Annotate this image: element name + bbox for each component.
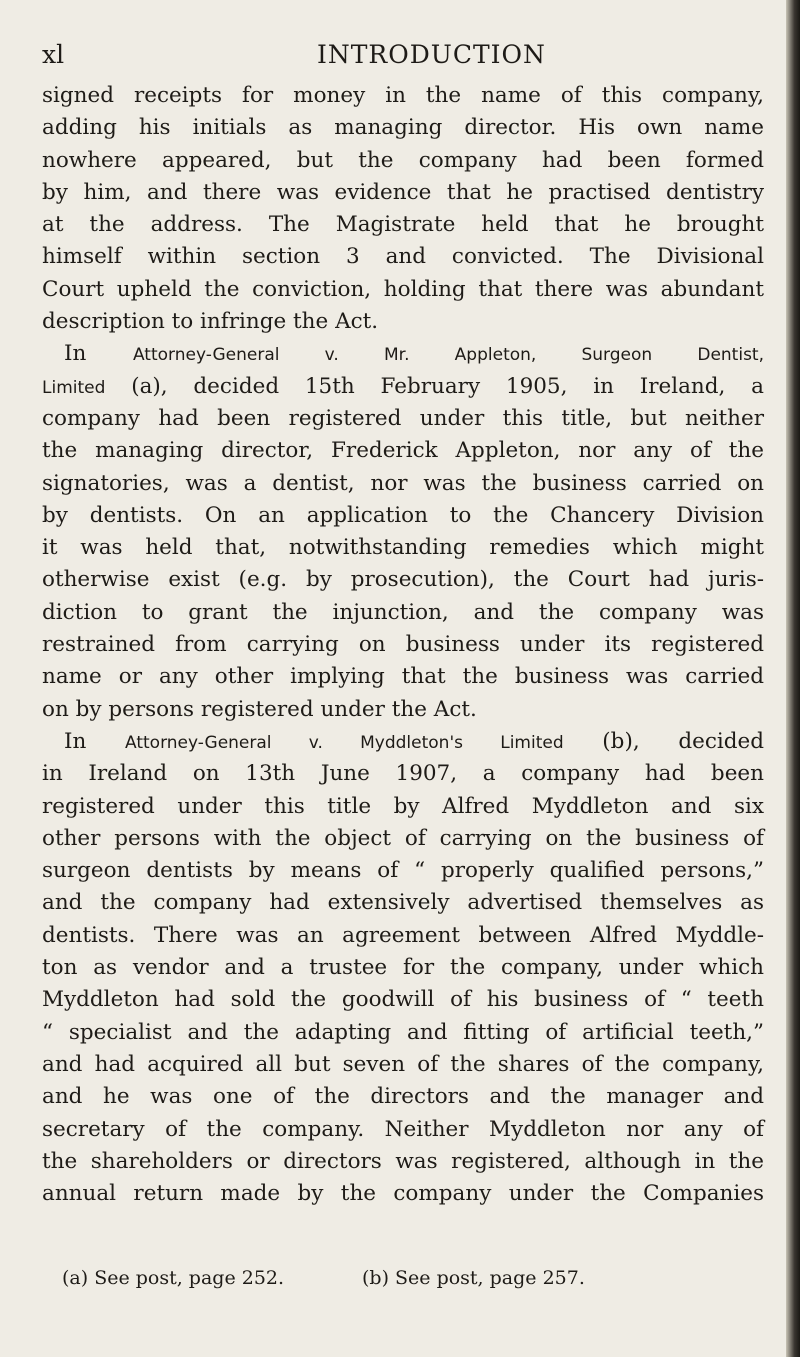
case-name: Attorney-General v. Mr. Appleton, Surgeon Dentist, [132,345,764,366]
text-line: it was held that, notwithstanding remedies which might [42,535,764,561]
text-line: himself within section 3 and convicted. The Divisional [42,244,764,270]
text-line: company had been registered under this title, but neither [42,405,764,431]
text-line: other persons with the object of carrying on the business of [42,825,764,851]
text-line: annual return made by the company under the Companies [42,1181,764,1207]
text-line: surgeon dentists by means of “ properly qualified persons,” [42,858,764,884]
body-text [42,80,764,1210]
text-line: by dentists. On an application to the Chancery Division [42,502,764,528]
text-segment: In [64,728,87,754]
text-line: at the address. The Magistrate held that he brought [42,212,764,238]
case-name: Limited [42,377,106,398]
running-head: INTRODUCTION [317,40,546,69]
text-line: diction to grant the injunction, and the company was [42,599,764,625]
text-line: secretary of the company. Neither Myddleton nor any of [42,1116,764,1142]
page-header [42,40,762,80]
text-line: description to infringe the Act. [42,309,379,335]
text-line: and the company had extensively advertised themselves as [42,890,764,916]
text-segment: (b), decided [602,728,764,754]
text-line: ton as vendor and a trustee for the company, under which [42,955,764,981]
text-line: and he was one of the directors and the manager and [42,1084,764,1110]
text-line: in Ireland on 13th June 1907, a company had been [42,761,764,787]
case-name: Attorney-General v. Myddleton's Limited [125,732,564,753]
text-line [42,726,764,758]
footnote-b: (b) See post, page 257. [362,1267,585,1289]
text-line: on by persons registered under the Act. [42,696,477,722]
text-line: nowhere appeared, but the company had been formed [42,147,764,173]
footnote-a: (a) See post, page 252. [62,1267,285,1289]
text-line: and had acquired all but seven of the shares of the company, [42,1051,764,1077]
text-line: the managing director, Frederick Appleton, nor any of the [42,438,764,464]
text-line: otherwise exist (e.g. by prosecution), the Court had juris- [42,567,764,593]
page-edge-shadow [786,0,800,1357]
text-line: adding his initials as managing director. His own name [42,115,764,141]
text-line: Myddleton had sold the goodwill of his business of “ teeth [42,987,764,1013]
text-segment: (a), decided 15th February 1905, in Ireland, a [131,373,764,399]
text-segment: In [64,341,87,367]
text-line: “ specialist and the adapting and fitting of artificial teeth,” [42,1019,764,1045]
text-line [42,338,764,370]
text-line: by him, and there was evidence that he practised dentistry [42,179,764,205]
text-line: the shareholders or directors was registered, although in the [42,1148,764,1174]
text-line [42,371,764,403]
page-number: xl [42,40,65,69]
text-line: registered under this title by Alfred Myddleton and six [42,793,764,819]
text-line: Court upheld the conviction, holding that there was abundant [42,276,764,302]
text-line: name or any other implying that the business was carried [42,664,764,690]
text-line: signatories, was a dentist, nor was the business carried on [42,470,764,496]
text-line: restrained from carrying on business under its registered [42,632,764,658]
text-line: signed receipts for money in the name of this company, [42,83,764,108]
text-line: dentists. There was an agreement between Alfred Myddle- [42,922,764,948]
